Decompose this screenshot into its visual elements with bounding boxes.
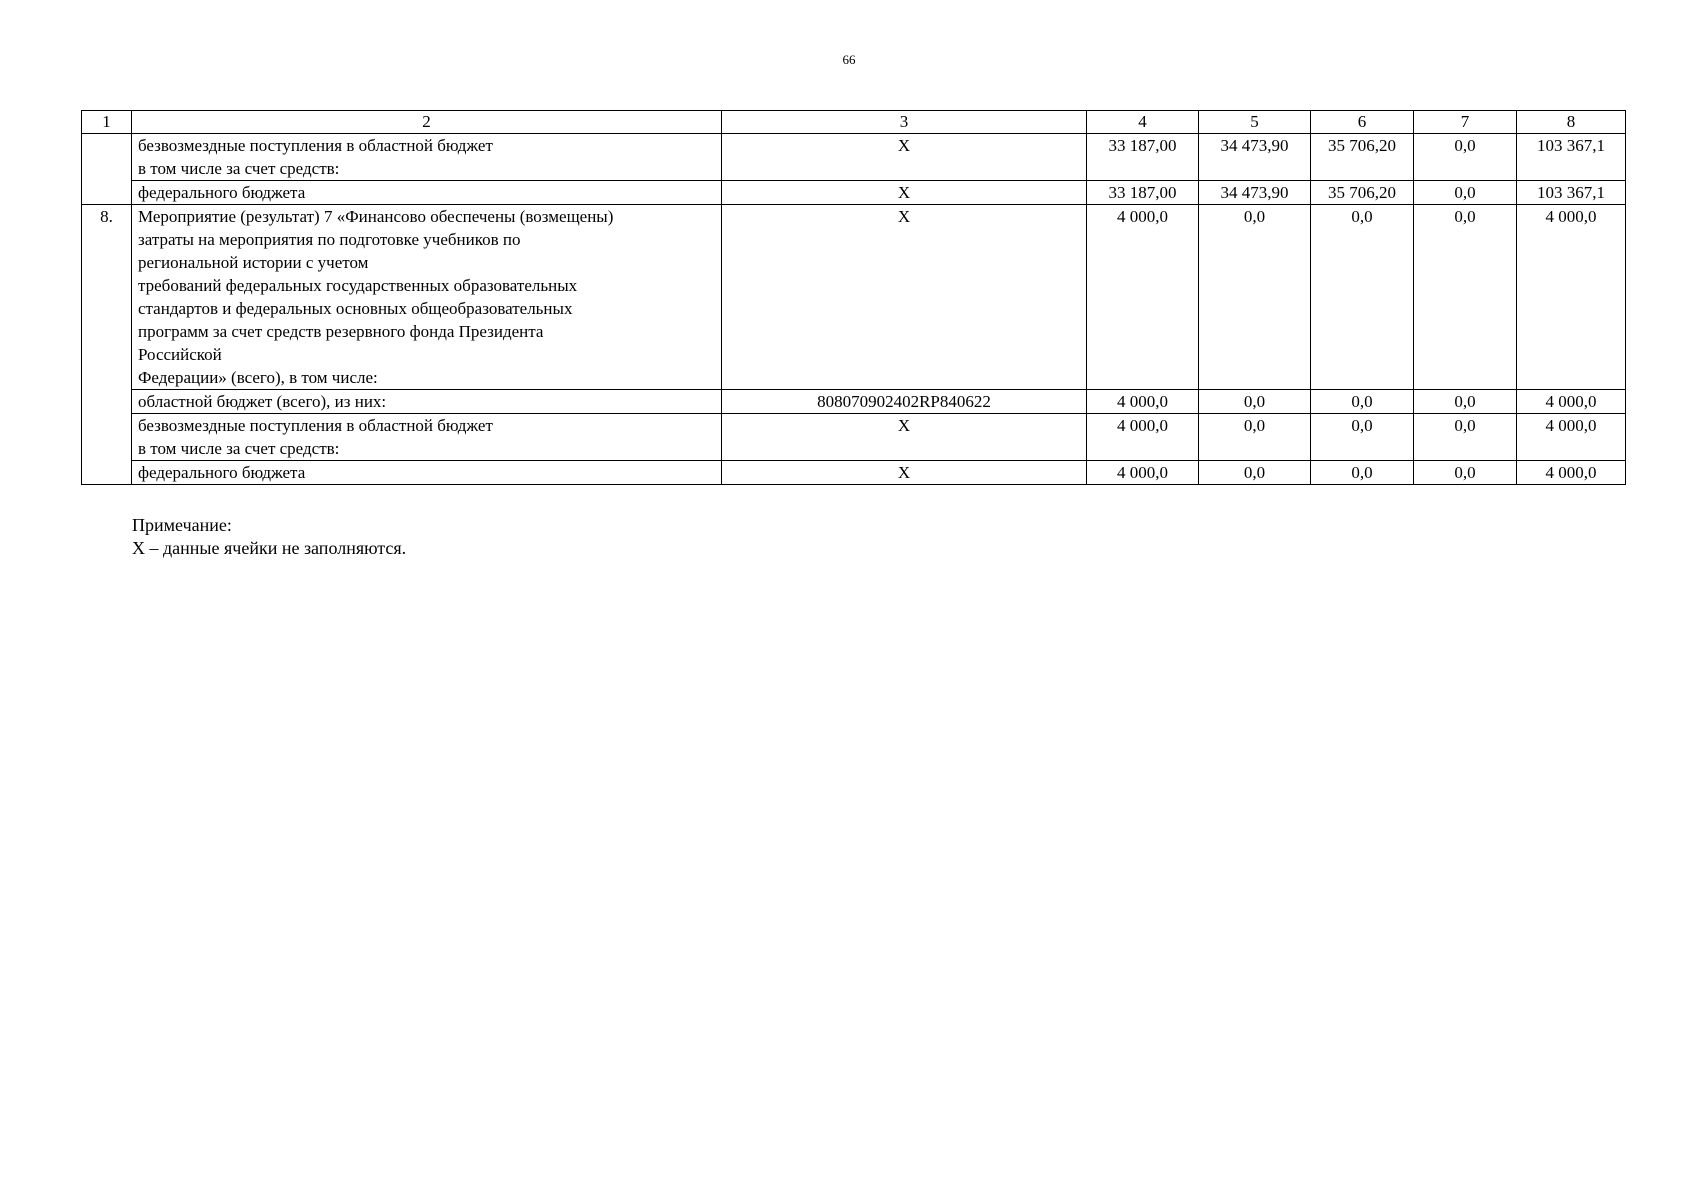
value-col-6: 0,0	[1311, 461, 1414, 485]
table-row	[82, 134, 1626, 181]
table-row	[82, 414, 1626, 461]
description-line: безвозмездные поступления в областной бюджет	[138, 136, 493, 155]
row-number: 8.	[82, 205, 132, 485]
budget-code: Х	[722, 134, 1087, 181]
column-number-header: 3	[722, 111, 1087, 134]
value-col-5: 34 473,90	[1199, 134, 1311, 181]
description-line: в том числе за счет средств:	[138, 159, 340, 178]
value-col-4: 33 187,00	[1087, 134, 1199, 181]
value-col-6: 35 706,20	[1311, 181, 1414, 205]
description-line: Мероприятие (результат) 7 «Финансово обеспечены (возмещены)	[138, 207, 614, 226]
description-line: затраты на мероприятия по подготовке учебников по	[138, 230, 521, 249]
column-number-header: 5	[1199, 111, 1311, 134]
description-line: федерального бюджета	[138, 463, 306, 482]
description-line: федерального бюджета	[138, 183, 306, 202]
column-number-header: 6	[1311, 111, 1414, 134]
value-col-4: 4 000,0	[1087, 461, 1199, 485]
value-col-4: 4 000,0	[1087, 390, 1199, 414]
value-col-4: 33 187,00	[1087, 181, 1199, 205]
value-col-5: 34 473,90	[1199, 181, 1311, 205]
value-col-7: 0,0	[1414, 181, 1517, 205]
page-number: 66	[842, 52, 856, 67]
column-number-header: 8	[1517, 111, 1626, 134]
column-number-header: 1	[82, 111, 132, 134]
description-line: стандартов и федеральных основных общеобразовательных	[138, 299, 573, 318]
table-row	[82, 461, 1626, 485]
value-col-8: 103 367,1	[1517, 181, 1626, 205]
table-row	[82, 181, 1626, 205]
budget-table	[81, 110, 1626, 485]
row-description	[132, 390, 722, 414]
table-header-row	[82, 111, 1626, 134]
row-description	[132, 205, 722, 390]
value-col-7: 0,0	[1414, 205, 1517, 390]
value-col-6: 35 706,20	[1311, 134, 1414, 181]
column-number-header: 2	[132, 111, 722, 134]
value-col-7: 0,0	[1414, 461, 1517, 485]
description-line: Федерации» (всего), в том числе:	[138, 368, 378, 387]
table-row	[82, 205, 1626, 390]
row-description	[132, 461, 722, 485]
value-col-7: 0,0	[1414, 414, 1517, 461]
description-line: программ за счет средств резервного фонда Президента	[138, 322, 544, 341]
value-col-5: 0,0	[1199, 390, 1311, 414]
value-col-7: 0,0	[1414, 134, 1517, 181]
value-col-5: 0,0	[1199, 461, 1311, 485]
value-col-8: 4 000,0	[1517, 205, 1626, 390]
description-line: областной бюджет (всего), из них:	[138, 392, 387, 411]
value-col-5: 0,0	[1199, 205, 1311, 390]
value-col-7: 0,0	[1414, 390, 1517, 414]
budget-code: Х	[722, 181, 1087, 205]
value-col-4: 4 000,0	[1087, 205, 1199, 390]
budget-code: Х	[722, 414, 1087, 461]
column-number-header: 4	[1087, 111, 1199, 134]
description-line: Российской	[138, 345, 222, 364]
footnote	[132, 514, 406, 560]
value-col-8: 4 000,0	[1517, 390, 1626, 414]
budget-code: Х	[722, 461, 1087, 485]
footnote-text: Х – данные ячейки не заполняются.	[132, 538, 407, 558]
description-line: требований федеральных государственных образовательных	[138, 276, 578, 295]
description-line: в том числе за счет средств:	[138, 439, 340, 458]
value-col-8: 103 367,1	[1517, 134, 1626, 181]
table-row	[82, 390, 1626, 414]
budget-code: Х	[722, 205, 1087, 390]
value-col-5: 0,0	[1199, 414, 1311, 461]
row-description	[132, 134, 722, 181]
budget-code: 808070902402RP840622	[722, 390, 1087, 414]
column-number-header: 7	[1414, 111, 1517, 134]
row-number	[82, 134, 132, 205]
row-description	[132, 181, 722, 205]
description-line: безвозмездные поступления в областной бюджет	[138, 416, 493, 435]
value-col-8: 4 000,0	[1517, 414, 1626, 461]
value-col-4: 4 000,0	[1087, 414, 1199, 461]
value-col-8: 4 000,0	[1517, 461, 1626, 485]
value-col-6: 0,0	[1311, 414, 1414, 461]
row-description	[132, 414, 722, 461]
value-col-6: 0,0	[1311, 205, 1414, 390]
description-line: региональной истории с учетом	[138, 253, 369, 272]
footnote-title: Примечание:	[132, 515, 232, 535]
value-col-6: 0,0	[1311, 390, 1414, 414]
